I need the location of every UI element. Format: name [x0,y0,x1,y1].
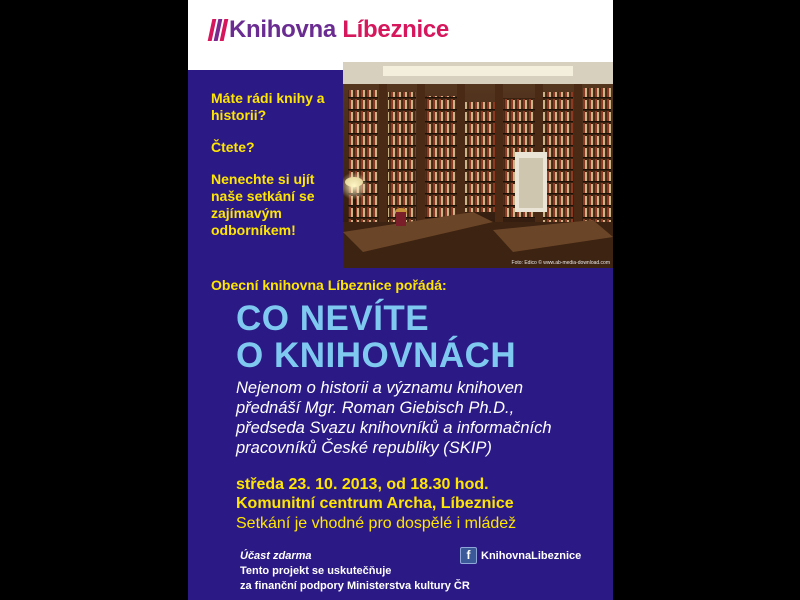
free-admission: Účast zdarma [240,550,312,562]
intro-question-books: Máte rádi knihy a historii? [211,90,325,123]
event-title [236,300,516,374]
logo-text [229,16,449,44]
description-line-4: pracovníků České republiky (SKIP) [236,439,492,457]
event-title-line-1: CO NEVÍTE [236,299,430,338]
event-date-time: středa 23. 10. 2013, od 18.30 hod. [236,476,489,493]
facebook-icon: f [460,547,477,564]
event-venue: Komunitní centrum Archa, Líbeznice [236,495,514,512]
description-line-1: Nejenom o historii a významu knihoven [236,379,524,397]
logo-prefix: Knihovna [229,16,336,43]
footer-info [240,549,470,594]
funding-line-1: Tento projekt se uskutečňuje [240,565,392,577]
library-logo [210,16,449,44]
description-line-2: přednáší Mgr. Roman Giebisch Ph.D., [236,399,515,417]
intro-question-reading: Čtete? [211,139,255,155]
logo-accent: Líbeznice [342,16,449,43]
facebook-page-name: KnihovnaLibeznice [481,549,582,562]
event-poster [188,0,613,600]
event-audience: Setkání je vhodné pro dospělé i mládež [236,515,517,532]
intro-invitation: Nenechte si ujít naše setkání se zajímavým odborníkem! [211,171,315,238]
funding-line-2: za finanční podpory Ministerstva kultury ČR [240,580,470,592]
facebook-link[interactable] [460,547,581,564]
logo-bars-icon [210,19,226,41]
description-line-3: předseda Svazu knihovníků a informačních [236,419,552,437]
organizer-line: Obecní knihovna Líbeznice pořádá: [211,277,447,293]
event-title-line-2: O KNIHOVNÁCH [236,336,517,375]
intro-questions [211,90,341,254]
poster-header [188,0,613,70]
library-interior-image [343,62,613,268]
event-description [236,378,606,458]
photo-credit: Foto: Edico © www.ab-media-download.com [511,260,610,266]
